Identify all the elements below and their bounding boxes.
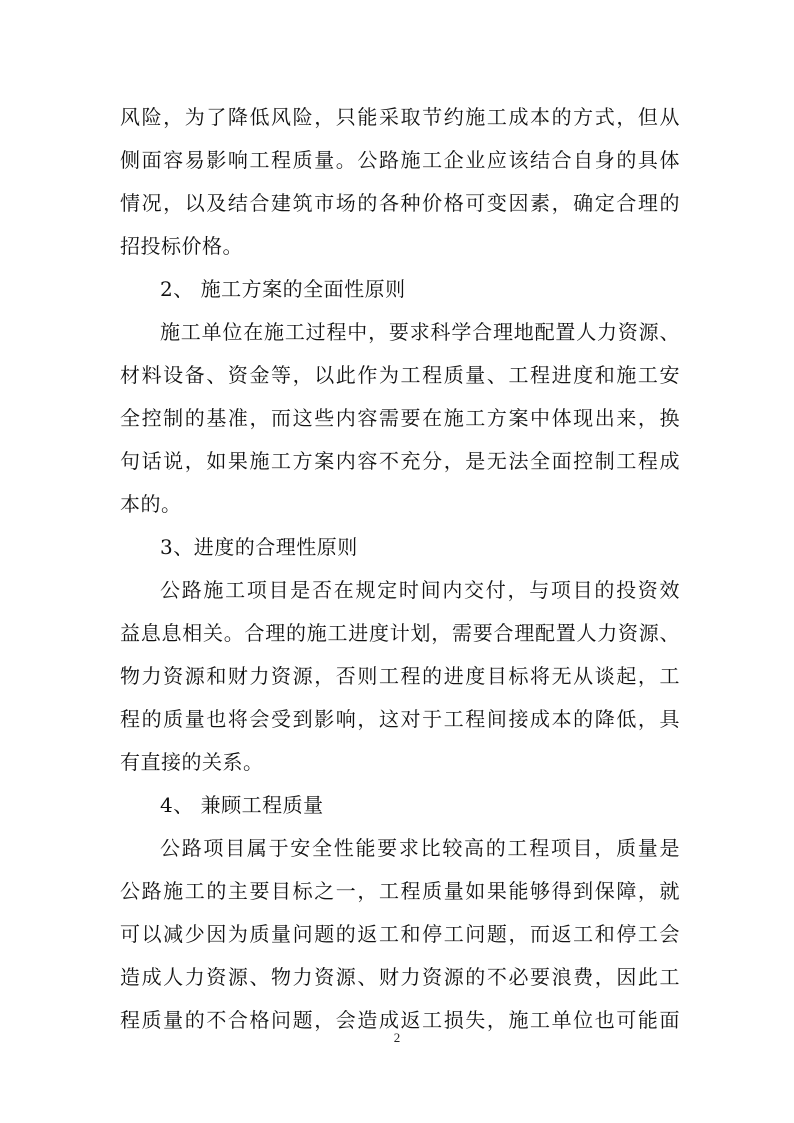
text-line: 程的质量也将会受到影响，这对于工程间接成本的降低，具 (120, 707, 680, 731)
text-line: 施工单位在施工过程中，要求科学合理地配置人力资源、 (160, 320, 680, 344)
text-line: 情况，以及结合建筑市场的各种价格可变因素，确定合理的 (120, 191, 680, 215)
text-line: 公路项目属于安全性能要求比较高的工程项目，质量是 (160, 836, 680, 860)
text-line: 公路施工项目是否在规定时间内交付，与项目的投资效 (160, 578, 680, 602)
text-line: 程质量的不合格问题，会造成返工损失，施工单位也可能面 (120, 1008, 680, 1032)
text-line: 全控制的基准，而这些内容需要在施工方案中体现出来，换 (120, 406, 680, 430)
section-heading: 4、 兼顾工程质量 (160, 793, 324, 817)
text-line: 造成人力资源、物力资源、财力资源的不必要浪费，因此工 (120, 965, 680, 989)
text-line: 材料设备、资金等，以此作为工程质量、工程进度和施工安 (120, 363, 680, 387)
text-line: 可以减少因为质量问题的返工和停工问题，而返工和停工会 (120, 922, 680, 946)
text-line: 物力资源和财力资源，否则工程的进度目标将无从谈起，工 (120, 664, 680, 688)
text-line: 招投标价格。 (120, 234, 243, 258)
text-line: 公路施工的主要目标之一，工程质量如果能够得到保障，就 (120, 879, 680, 903)
text-line: 本的。 (120, 492, 182, 516)
text-line: 风险，为了降低风险，只能采取节约施工成本的方式，但从 (120, 105, 680, 129)
text-line: 侧面容易影响工程质量。公路施工企业应该结合自身的具体 (120, 148, 680, 172)
text-line: 有直接的关系。 (120, 750, 264, 774)
section-heading: 3、进度的合理性原则 (160, 535, 358, 559)
text-line: 益息息相关。合理的施工进度计划，需要合理配置人力资源、 (120, 621, 680, 645)
section-heading: 2、 施工方案的全面性原则 (160, 277, 406, 301)
page-number: 2 (393, 1030, 401, 1045)
text-line: 句话说，如果施工方案内容不充分，是无法全面控制工程成 (120, 449, 680, 473)
